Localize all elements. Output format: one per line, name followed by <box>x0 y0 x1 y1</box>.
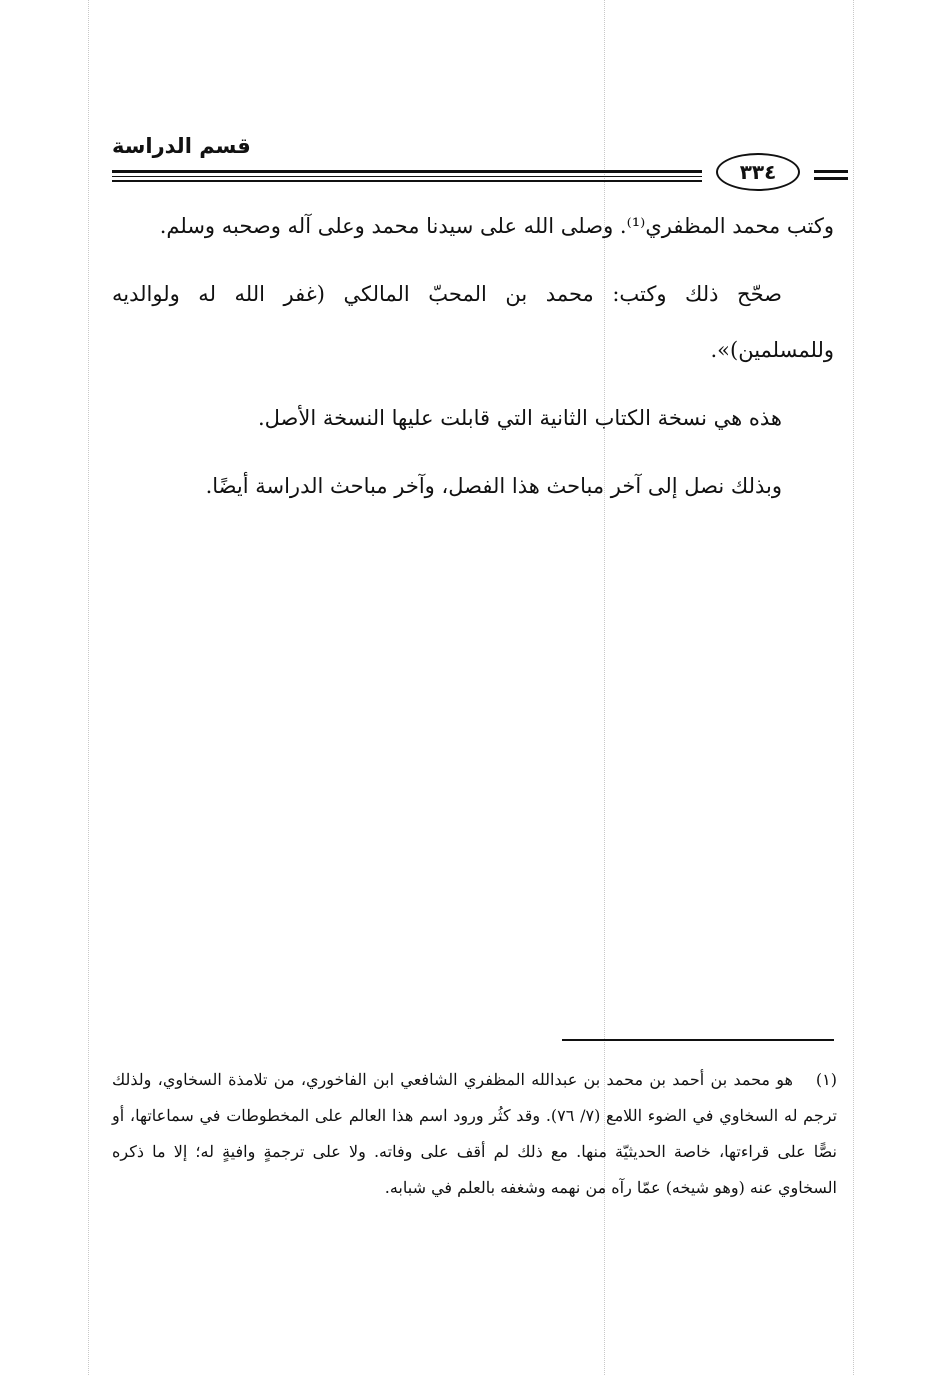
footnote <box>112 1062 837 1206</box>
margin-guide-right <box>853 0 854 1375</box>
footnote-text: هو محمد بن أحمد بن محمد بن عبدالله المظفري الشافعي ابن الفاخوري، من تلامذة السخاوي، ولذلك ترجم له السخاوي في الضوء اللامع (٧/ ٧٦). وقد كثُر ورود اسم هذا العالم على المخطوطات في سماعاتها، أو نصًّا على قراءتها، خاصة الحديثيّة منها. مع ذلك لم أقف على وفاته. ولا على ترجمةٍ وافيةٍ له؛ إلا ما ذكره السخاوي عنه (وهو شيخه) عمّا رآه من نهمه وشغفه بالعلم في شبابه. <box>112 1070 837 1197</box>
paragraph: صحّح ذلك وكتب: محمد بن المحبّ المالكي (غفر الله له ولوالديه وللمسلمين)». <box>112 282 834 362</box>
footnote-separator <box>562 1039 834 1041</box>
header-rule <box>112 180 702 182</box>
margin-guide-left <box>88 0 89 1375</box>
header-rule <box>112 170 702 173</box>
main-text <box>112 198 834 514</box>
header-rule-right <box>814 170 848 173</box>
paragraph: وبذلك نصل إلى آخر مباحث هذا الفصل، وآخر مباحث الدراسة أيضًا. <box>205 474 782 498</box>
header-rule-right <box>814 177 848 180</box>
paragraph: وكتب محمد المظفري⁽¹⁾. وصلى الله على سيدنا محمد وعلى آله وصحبه وسلم. <box>159 214 834 238</box>
page-number: ٣٣٤ <box>716 153 800 191</box>
section-title: قسم الدراسة <box>112 134 251 158</box>
header-rule <box>112 176 702 177</box>
page-header <box>112 134 848 186</box>
footnote-marker: (١) <box>815 1070 837 1089</box>
paragraph: هذه هي نسخة الكتاب الثانية التي قابلت عليها النسخة الأصل. <box>257 406 782 430</box>
